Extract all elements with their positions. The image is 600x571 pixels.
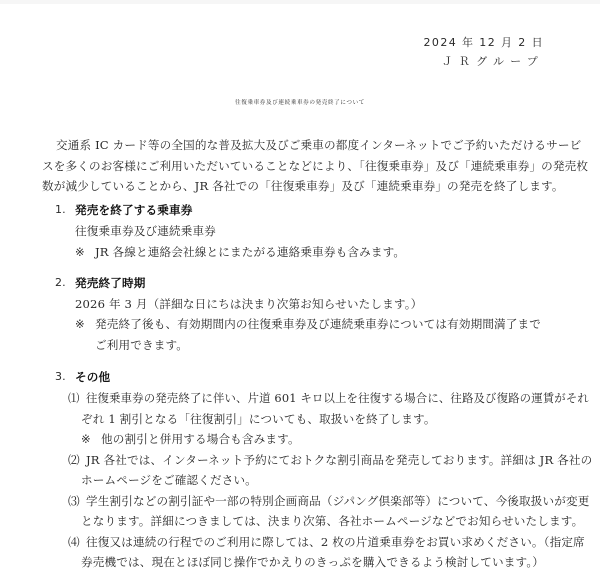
item-label: ⑶ [68, 494, 80, 508]
document-title: 往復乗車券及び連続乗車券の発売終了について [235, 100, 365, 106]
section-line: 2026 年 3 月（詳細な日にちは決まり次第お知らせいたします。） [75, 297, 423, 311]
note-line-continued: ご利用できます。 [95, 338, 189, 352]
item-line-continued: となります。詳細につきましては、決まり次第、各社ホームページなどでお知らせいたします。 [81, 514, 584, 528]
note-text: 発売終了後も、有効期間内の往復乗車券及び連続乗車券については有効期間満了まで [95, 317, 542, 331]
section-heading: 発売を終了する乗車券 [75, 203, 193, 217]
item-line-continued: ホームページをご確認ください。 [81, 473, 257, 487]
issuer-name: ＪＲグループ [441, 55, 544, 68]
item-text: JR 各社では、インターネット予約にておトクな割引商品を発売しております。詳細は JR 各社の [86, 453, 593, 467]
item-label: ⑴ [68, 391, 80, 405]
top-edge-strip [0, 0, 600, 4]
intro-line: スを多くのお客様にご利用いただいていることなどにより、「往復乗車券」及び「連続乗車券」の発売枚 [42, 159, 589, 173]
item-line [68, 494, 589, 508]
item-label: ⑷ [68, 535, 80, 549]
item-line [68, 453, 592, 467]
note-line [81, 432, 300, 446]
section-number: 3. [55, 370, 66, 383]
note-mark: ※ [81, 432, 91, 446]
item-label: ⑵ [68, 453, 80, 467]
note-line [75, 317, 541, 331]
issue-date: 2024 年 12 月 2 日 [423, 36, 544, 49]
item-line-continued: ぞれ 1 割引となる「往復割引」についても、取扱いを終了します。 [81, 412, 436, 426]
section-heading: 発売終了時期 [75, 276, 146, 290]
note-mark: ※ [75, 317, 85, 331]
section-number: 1. [55, 203, 66, 216]
intro-line: 数が減少していることから、JR 各社での「往復乗車券」及び「連続乗車券」の発売を終了します。 [42, 179, 564, 193]
item-line [68, 391, 589, 405]
item-line-continued: 券売機では、現在とほぼ同じ操作でかえりのきっぷを購入できるよう検討しています。） [81, 555, 545, 569]
item-line [68, 535, 585, 549]
section-heading: その他 [75, 370, 111, 384]
intro-line: 交通系 IC カード等の全国的な普及拡大及びご乗車の都度インターネットでご予約いただけるサービ [56, 138, 582, 152]
note-text: 他の割引と併用する場合も含みます。 [101, 432, 300, 446]
note-mark: ※ [75, 245, 85, 259]
item-text: 学生割引などの割引証や一部の特別企画商品（ジパング倶楽部等）について、今後取扱いが変更 [86, 494, 590, 508]
note-text: JR 各線と連絡会社線とにまたがる連絡乗車券も含みます。 [95, 245, 406, 259]
section-line: 往復乗車券及び連続乗車券 [75, 224, 216, 238]
item-text: 往復又は連続の行程でのご利用に際しては、2 枚の片道乗車券をお買い求めください。（指定席 [86, 535, 585, 549]
note-line [75, 245, 405, 259]
section-number: 2. [55, 276, 66, 289]
item-text: 往復乗車券の発売終了に伴い、片道 601 キロ以上を往復する場合に、往路及び復路の運賃がそれ [86, 391, 589, 405]
